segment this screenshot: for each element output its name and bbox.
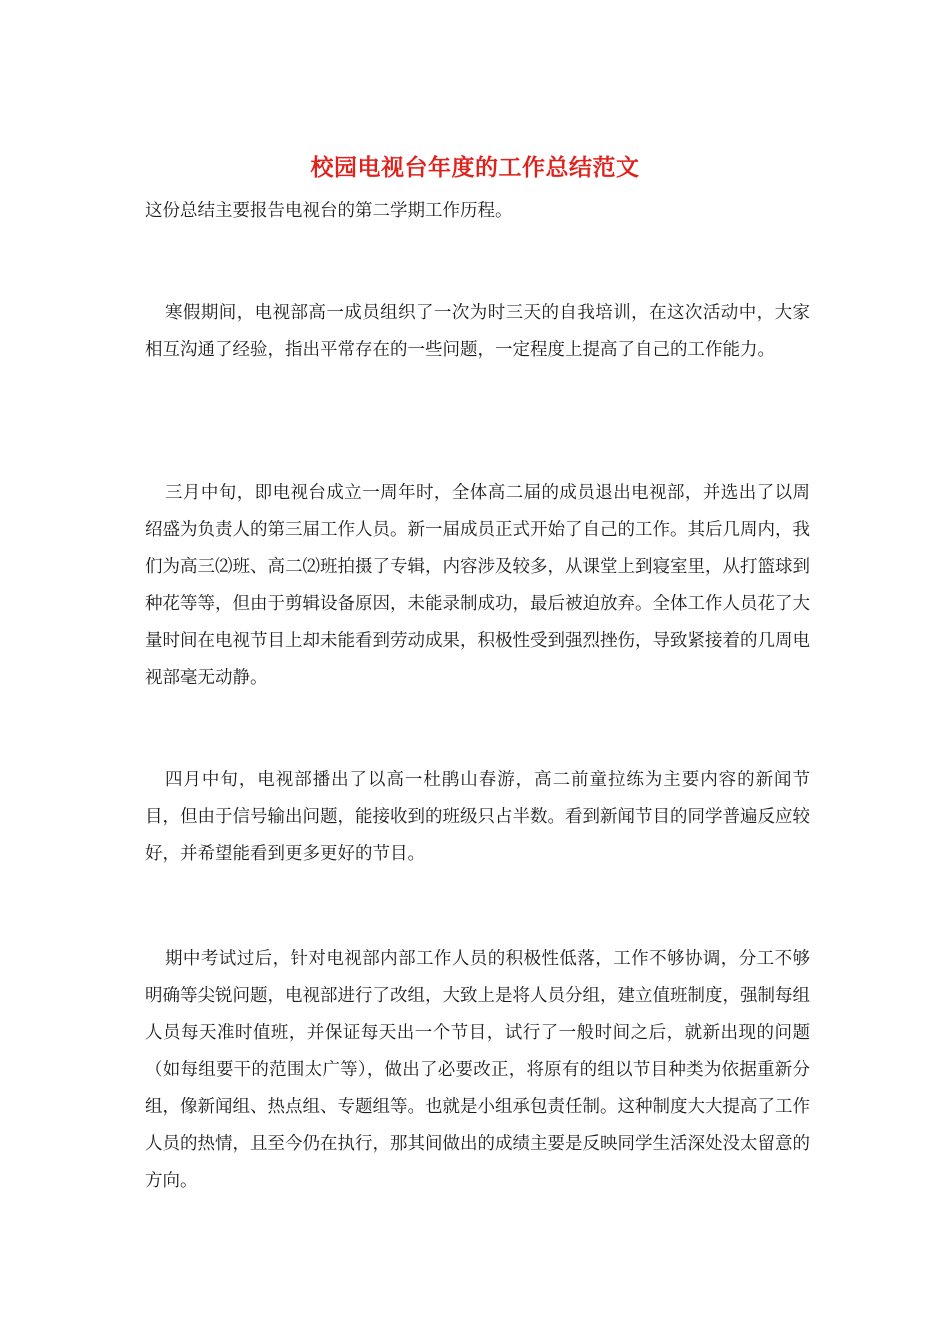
document-title: 校园电视台年度的工作总结范文 — [310, 154, 640, 181]
paragraph-april: 四月中旬，电视部播出了以高一杜鹃山春游，高二前童拉练为主要内容的新闻节目，但由于信号输出问题，能接收到的班级只占半数。看到新闻节目的同学普遍反应较好，并希望能看到更多更好的节目。 — [145, 770, 810, 864]
intro-line: 这份总结主要报告电视台的第二学期工作历程。 — [145, 201, 513, 221]
paragraph-after-midterm: 期中考试过后，针对电视部内部工作人员的积极性低落，工作不够协调，分工不够明确等尖锐问题，电视部进行了改组，大致上是将人员分组，建立值班制度，强制每组人员每天准时值班，并保证每天出一个节目，试行了一般时间之后，就新出现的问题（如每组要干的范围太广等），做出了必要改正，将原有的组以节目种类为依据重新分组，像新闻组、热点组、专题组等。也就是小组承包责任制。这种制度大大提高了工作人员的热情，且至今仍在执行，那其间做出的成绩主要是反映同学生活深处没太留意的方向。 — [145, 949, 810, 1191]
paragraph-march: 三月中旬，即电视台成立一周年时，全体高二届的成员退出电视部，并选出了以周绍盛为负责人的第三届工作人员。新一届成员正式开始了自己的工作。其后几周内，我们为高三⑵班、高二⑵班拍摄了专辑，内容涉及较多，从课堂上到寝室里，从打篮球到种花等等，但由于剪辑设备原因，未能录制成功，最后被迫放弃。全体工作人员花了大量时间在电视节目上却未能看到劳动成果，积极性受到强烈挫伤，导致紧接着的几周电视部毫无动静。 — [145, 483, 810, 688]
paragraph-winter-training: 寒假期间，电视部高一成员组织了一次为时三天的自我培训，在这次活动中，大家相互沟通了经验，指出平常存在的一些问题，一定程度上提高了自己的工作能力。 — [145, 303, 810, 360]
